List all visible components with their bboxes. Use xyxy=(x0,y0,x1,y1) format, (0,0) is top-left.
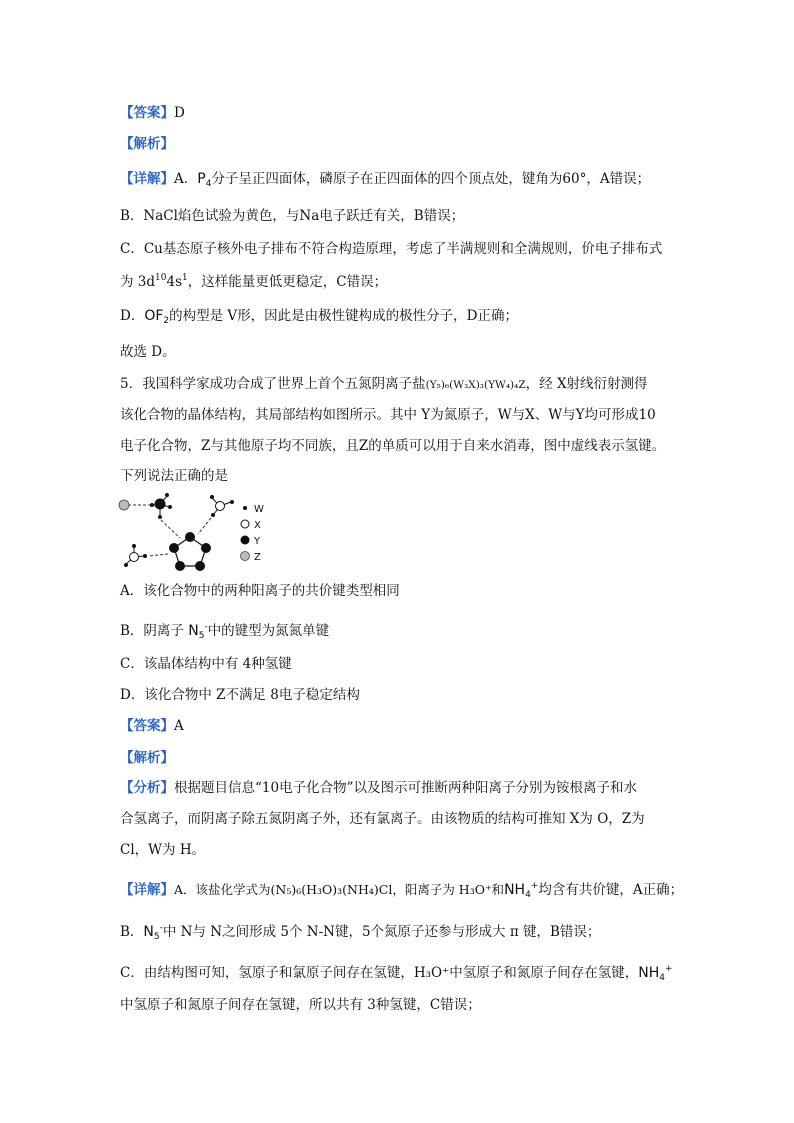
q5-analyze-line3: Cl，W为 H。 xyxy=(120,842,206,858)
q4-conclusion: 故选 D。 xyxy=(120,344,176,360)
salt-formula: (Y₅)₆(W₃X)₃(YW₄)₄Z xyxy=(425,379,526,391)
x-atom-hydronium-2 xyxy=(130,553,139,562)
q4-detail-b: B．NaCl焰色试验为黄色，与Na电子跃迁有关，B错误； xyxy=(120,208,465,224)
n5-anion-formula: $N_5^-$ xyxy=(188,622,208,641)
legend-x-marker xyxy=(241,520,249,528)
q5-stem-line2: 该化合物的晶体结构，其局部结构如图所示。其中 Y为氮原子，W与X、W与Y均可形成10 xyxy=(120,407,656,423)
q5-answer-line xyxy=(120,716,184,736)
z-atom xyxy=(119,500,129,510)
answer-tag: 【答案】 xyxy=(120,718,174,734)
q5-detail-c2: 中氢原子和氮原子间存在氢键，所以共有 3种氢键，C错误； xyxy=(120,997,481,1013)
q5-analyze-line2: 合氢离子，而阴离子除五氮阴离子外，还有氯离子。由该物质的结构可推知 X为 O，Z为 xyxy=(120,811,645,827)
q5-option-c: C．该晶体结构中有 4种氢键 xyxy=(120,656,292,672)
answer-value: A xyxy=(174,718,184,734)
q4-detail-c1: C．Cu基态原子核外电子排布不符合构造原理，考虑了半满规则和全满规则，价电子排布式 xyxy=(120,241,663,257)
analyze-tag: 【分析】 xyxy=(120,780,174,796)
q5-detail-b: B．$N_5^-$中 N与 N之间形成 5个 N-N键，5个氮原子还参与形成大 π 键，B错误； xyxy=(120,923,601,942)
analysis-tag: 【解析】 xyxy=(120,136,174,152)
q5-stem-line4: 下列说法正确的是 xyxy=(120,468,228,484)
legend-y-marker xyxy=(241,536,250,545)
answer-value: D xyxy=(174,105,185,121)
q4-detail-d: D．$OF_2$的构型是 V形，因此是由极性键构成的极性分子，D正确； xyxy=(120,308,519,326)
y-atom-ring-5 xyxy=(169,543,179,553)
q5-stem-line1: 5．我国科学家成功合成了世界上首个五氮阴离子盐(Y₅)₆(W₃X)₃(YW₄)₄Z，经 X射线衍射测得 xyxy=(120,376,648,392)
q5-detail-a: 【详解】A．该盐化学式为(N₅)₆(H₃O)₃(NH₄)Cl，阳离子为 H₃O⁺和$NH_4^+$均含有共价键，A正确； xyxy=(120,881,684,900)
q5-option-d: D．该化合物中 Z不满足 8电子稳定结构 xyxy=(120,687,360,703)
q4-detail-c2: 为 $3d^{10}4s^1$，这样能量更低更稳定，C错误； xyxy=(120,273,388,290)
q4-answer-line xyxy=(120,103,185,123)
q5-option-a: A．该化合物中的两种阳离子的共价键类型相同 xyxy=(120,583,400,599)
legend-w-marker xyxy=(243,506,247,510)
diagram-legend xyxy=(241,504,265,563)
p4-formula: $P_4$ xyxy=(197,171,212,189)
q5-analyze-line1: 【分析】根据题目信息“10电子化合物”以及图示可推断两种阳离子分别为铵根离子和水 xyxy=(120,780,637,796)
detail-tag: 【详解】 xyxy=(120,171,174,187)
q5-analysis-line xyxy=(120,748,174,768)
of2-formula: $OF_2$ xyxy=(144,308,170,326)
legend-z-marker xyxy=(241,552,250,561)
legend-w-label: W xyxy=(254,504,264,515)
q4-detail-a: 【详解】A．$P_4$分子呈正四面体，磷原子在正四面体的四个顶点处，键角为60°，A错误； xyxy=(120,171,651,189)
legend-y-label: Y xyxy=(254,536,261,547)
legend-z-label: Z xyxy=(254,552,261,563)
answer-tag: 【答案】 xyxy=(120,105,174,121)
y-atom-ring-1 xyxy=(185,532,195,542)
detail-tag: 【详解】 xyxy=(120,882,174,898)
y-atom-ring-2 xyxy=(201,543,211,553)
x-atom-hydronium-1 xyxy=(216,502,225,511)
y-atom-ring-4 xyxy=(175,561,185,571)
nh4-formula: $NH_4^+$ xyxy=(638,964,673,983)
q5-option-b: B．阴离子 $N_5^-$中的键型为氮氮单键 xyxy=(120,622,330,641)
q5-detail-c1: C．由结构图可知，氢原子和氯原子间存在氢键，H₃O⁺中氢原子和氮原子间存在氢键，$NH_4^+$ xyxy=(120,964,673,983)
legend-x-label: X xyxy=(254,520,261,531)
q4-analysis-line xyxy=(120,134,174,154)
y-atom-ammonium xyxy=(155,499,166,510)
analysis-tag: 【解析】 xyxy=(120,750,174,766)
q5-stem-line3: 电子化合物，Z与其他原子均不同族，且Z的单质可以用于自来水消毒，图中虚线表示氢键。 xyxy=(120,438,666,454)
n5-anion-formula: $N_5^-$ xyxy=(143,923,163,942)
y-atom-ring-3 xyxy=(195,561,205,571)
crystal-structure-diagram xyxy=(112,490,282,576)
nh4-formula: $NH_4^+$ xyxy=(504,881,539,900)
